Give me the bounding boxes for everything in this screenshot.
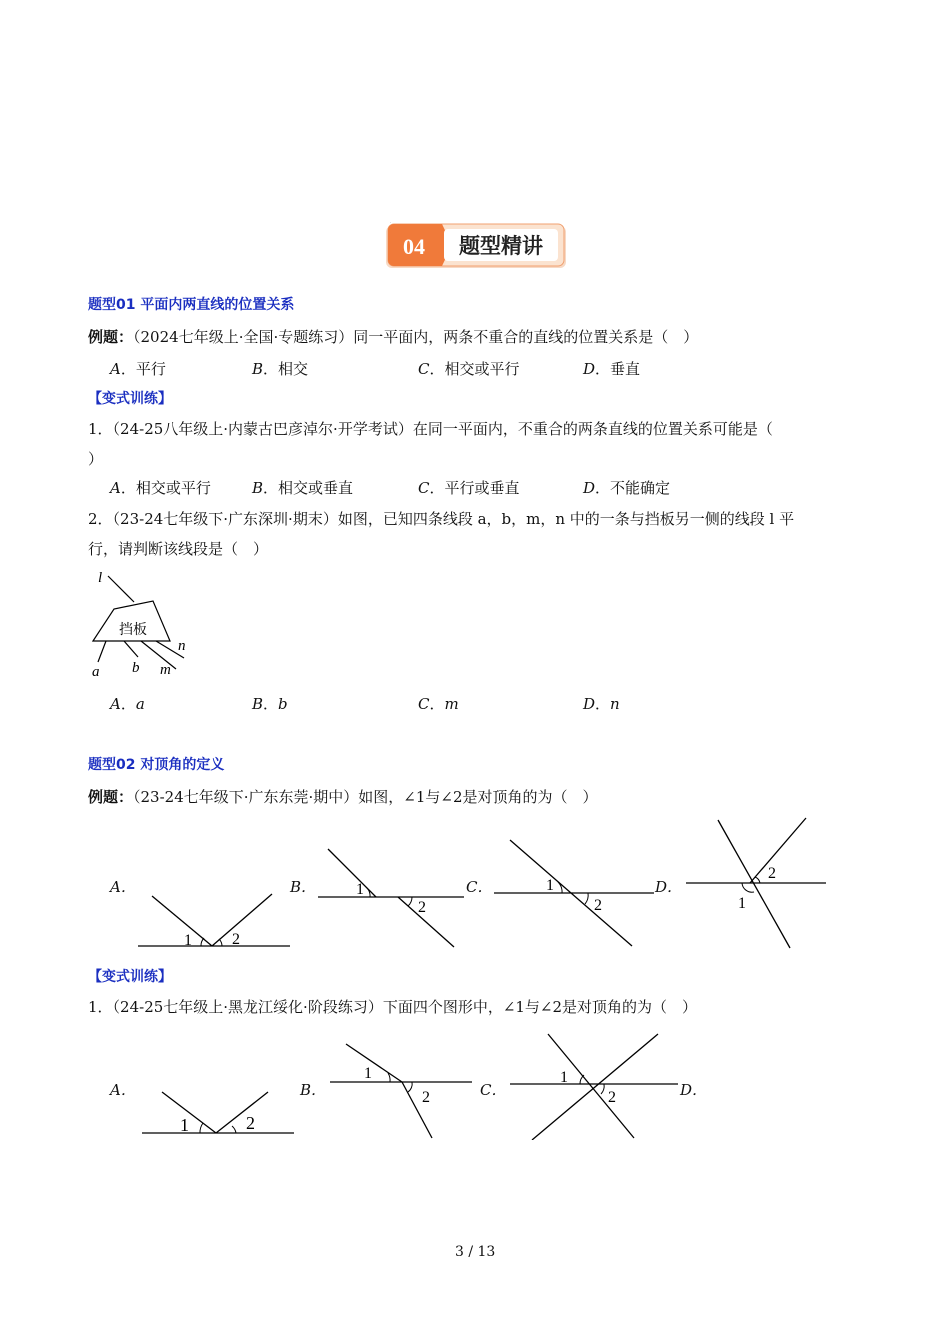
- s2-q1-fig-label-d: D．: [680, 1081, 708, 1099]
- s2-q1-fig-label-b: B．: [300, 1081, 327, 1099]
- badge-graphic: [386, 222, 568, 270]
- svg-text:2: 2: [608, 1089, 616, 1106]
- s2-q1-fig-label-a: A．: [110, 1081, 136, 1099]
- s1-q1-opt-a: A．相交或平行: [110, 479, 211, 497]
- svg-text:2: 2: [418, 899, 426, 916]
- s2-ex-fig-c: [492, 838, 656, 950]
- example-label: 例题：: [88, 328, 134, 346]
- svg-text:2: 2: [232, 931, 240, 948]
- baffle-label: 挡板: [119, 623, 147, 638]
- page-number: 3 / 13: [455, 1244, 496, 1260]
- s1-train-heading: 【变式训练】: [88, 391, 172, 407]
- s2-train-heading: 【变式训练】: [88, 969, 172, 985]
- s1-q2-opt-a: A．a: [110, 695, 145, 713]
- svg-text:2: 2: [246, 1113, 255, 1133]
- s1-q1-opt-d: D．不能确定: [583, 479, 671, 497]
- example-text: （23-24七年级下·广东东莞·期中）如图，∠1与∠2是对顶角的为（ ）: [133, 788, 598, 806]
- svg-text:1: 1: [356, 881, 364, 898]
- svg-text:1: 1: [184, 932, 192, 949]
- baffle-figure: [86, 566, 196, 682]
- s2-ex-fig-label-c: C．: [466, 878, 493, 896]
- s2-q1-fig-c: [508, 1030, 680, 1140]
- s1-q1-line1: 1．（24-25八年级上·内蒙古巴彦淖尔·开学考试）在同一平面内，不重合的两条直线的位置关系可能是（: [88, 420, 773, 438]
- svg-text:2: 2: [594, 897, 602, 914]
- s2-ex-fig-label-b: B．: [290, 878, 317, 896]
- label-b: b: [132, 660, 140, 676]
- s1-example: [88, 326, 698, 347]
- s1-q2-opt-d: D．n: [583, 695, 620, 713]
- s1-q2-opt-c: C．m: [418, 695, 459, 713]
- s1-ex-opt-c: C．相交或平行: [418, 360, 520, 378]
- s1-ex-opt-a: A．平行: [110, 360, 166, 378]
- s2-ex-fig-label-a: A．: [110, 878, 136, 896]
- example-label: 例题：: [88, 788, 134, 806]
- section1-title: 题型01 平面内两直线的位置关系: [88, 297, 295, 313]
- s1-q1-opt-b: B．相交或垂直: [252, 479, 354, 497]
- badge-title: 题型精讲: [459, 234, 543, 258]
- svg-text:2: 2: [768, 865, 776, 882]
- label-n: n: [178, 638, 186, 654]
- svg-text:1: 1: [364, 1065, 372, 1082]
- svg-text:2: 2: [422, 1089, 430, 1106]
- section2-title: 题型02 对顶角的定义: [88, 757, 225, 773]
- svg-text:1: 1: [180, 1115, 189, 1135]
- s1-q2-line1: 2．（23-24七年级下·广东深圳·期末）如图，已知四条线段 a，b，m，n 中的一条与挡板另一侧的线段 l 平: [88, 510, 795, 528]
- svg-text:1: 1: [546, 877, 554, 894]
- label-l: l: [98, 570, 103, 586]
- label-a: a: [92, 664, 100, 680]
- s2-ex-fig-label-d: D．: [655, 878, 683, 896]
- svg-text:1: 1: [560, 1069, 568, 1086]
- badge-number: 04: [403, 234, 425, 259]
- section-badge: [386, 222, 568, 270]
- s2-ex-fig-a: [136, 890, 292, 952]
- s1-q1-opt-c: C．平行或垂直: [418, 479, 520, 497]
- s2-q1-fig-b: [328, 1040, 474, 1140]
- s2-ex-fig-b: [316, 846, 466, 950]
- s2-example: [88, 786, 598, 807]
- s2-q1-text: 1．（24-25七年级上·黑龙江绥化·阶段练习）下面四个图形中，∠1与∠2是对顶角的为（ ）: [88, 998, 698, 1016]
- s1-q2-opt-b: B．b: [252, 695, 288, 713]
- example-text: （2024七年级上·全国·专题练习）同一平面内，两条不重合的直线的位置关系是（ ）: [133, 328, 699, 346]
- s1-q2-line2: 行，请判断该线段是（ ）: [88, 540, 269, 558]
- svg-text:1: 1: [738, 895, 746, 912]
- s1-q1-line2: ）: [88, 450, 104, 468]
- s2-q1-fig-label-c: C．: [480, 1081, 507, 1099]
- s1-ex-opt-d: D．垂直: [583, 360, 641, 378]
- s2-ex-fig-d: [684, 814, 828, 950]
- label-m: m: [160, 662, 171, 678]
- s2-q1-fig-a: [140, 1086, 296, 1138]
- s1-ex-opt-b: B．相交: [252, 360, 309, 378]
